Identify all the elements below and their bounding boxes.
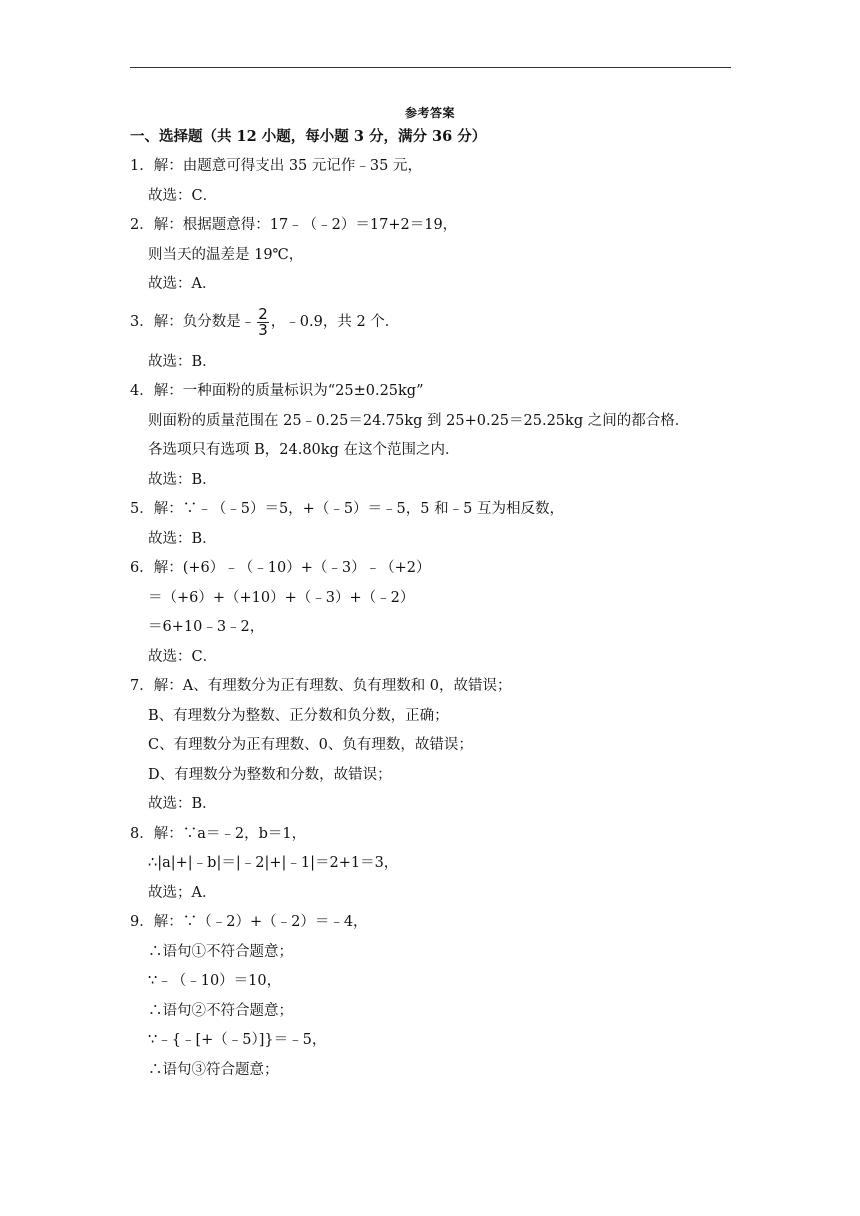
answer-2-line-1: 2．解：根据题意得：17﹣（﹣2）＝17+2＝19， (130, 217, 458, 233)
answer-9-line-5: ∵﹣{﹣[+（﹣5）]}＝﹣5， (148, 1032, 327, 1048)
answer-8-line-2: ∴|a|+|﹣b|＝|﹣2|+|﹣1|＝2+1＝3， (148, 855, 399, 871)
section-heading: 一、选择题（共 12 小题，每小题 3 分，满分 36 分） (130, 128, 487, 145)
fraction (257, 304, 269, 339)
answer-9-line-1: 9．解：∵（﹣2）+（﹣2）＝﹣4， (130, 914, 368, 930)
answer-4-line-2: 则面粉的质量范围在 25﹣0.25＝24.75kg 到 25+0.25＝25.25kg 之间的都合格． (148, 413, 690, 429)
answer-7-line-1: 7．解：A、有理数分为正有理数、负有理数和 0，故错误； (130, 678, 512, 694)
answer-9-line-2: ∴语句①不符合题意； (148, 944, 293, 960)
answer-1-line-2: 故选：C． (148, 188, 218, 204)
answer-7-line-4: D、有理数分为整数和分数，故错误； (148, 767, 392, 783)
answer-6-line-3: ＝6+10﹣3﹣2， (148, 619, 265, 635)
answer-7-line-3: C、有理数分为正有理数、0、负有理数，故错误； (148, 737, 473, 753)
answer-5-line-1: 5．解：∵﹣（﹣5）＝5，+（﹣5）＝﹣5，5 和﹣5 互为相反数， (130, 501, 564, 517)
fraction-denominator: 3 (258, 320, 268, 339)
answer-3-line-1 (130, 305, 399, 339)
page-title: 参考答案 (404, 106, 455, 120)
answer-4-line-1: 4．解：一种面粉的质量标识为“25±0.25kg” (130, 383, 424, 399)
answer-6-line-4: 故选：C． (148, 649, 218, 665)
answer-9-line-4: ∴语句②不符合题意； (148, 1003, 293, 1019)
answer-2-line-3: 故选：A． (148, 276, 217, 292)
answer-4-line-3: 各选项只有选项 B，24.80kg 在这个范围之内． (148, 442, 460, 458)
answer-3-suffix: ，﹣0.9，共 2 个． (270, 314, 400, 330)
answer-2-line-2: 则当天的温差是 19℃， (148, 247, 304, 263)
answer-4-line-4: 故选：B． (148, 472, 217, 488)
answer-7-line-2: B、有理数分为整数、正分数和负分数，正确； (148, 708, 449, 724)
header-rule (130, 67, 731, 68)
answer-3-prefix: 3．解：负分数是﹣ (130, 314, 256, 330)
answer-6-line-1: 6．解：(+6）﹣（﹣10）+（﹣3）﹣（+2） (130, 560, 431, 576)
answer-8-line-3: 故选；A． (148, 885, 217, 901)
answer-9-line-6: ∴语句③符合题意； (148, 1062, 279, 1078)
answer-5-line-2: 故选：B． (148, 531, 217, 547)
fraction-numerator: 2 (258, 304, 268, 323)
answer-3-line-2: 故选：B． (148, 354, 217, 370)
answer-9-line-3: ∵﹣（﹣10）＝10， (148, 973, 282, 989)
answer-8-line-1: 8．解：∵a＝﹣2，b＝1， (130, 826, 307, 842)
answer-1-line-1: 1．解：由题意可得支出 35 元记作﹣35 元， (130, 158, 422, 174)
answer-7-line-5: 故选：B． (148, 796, 217, 812)
answer-6-line-2: ＝（+6）+（+10）+（﹣3）+（﹣2） (148, 590, 415, 606)
